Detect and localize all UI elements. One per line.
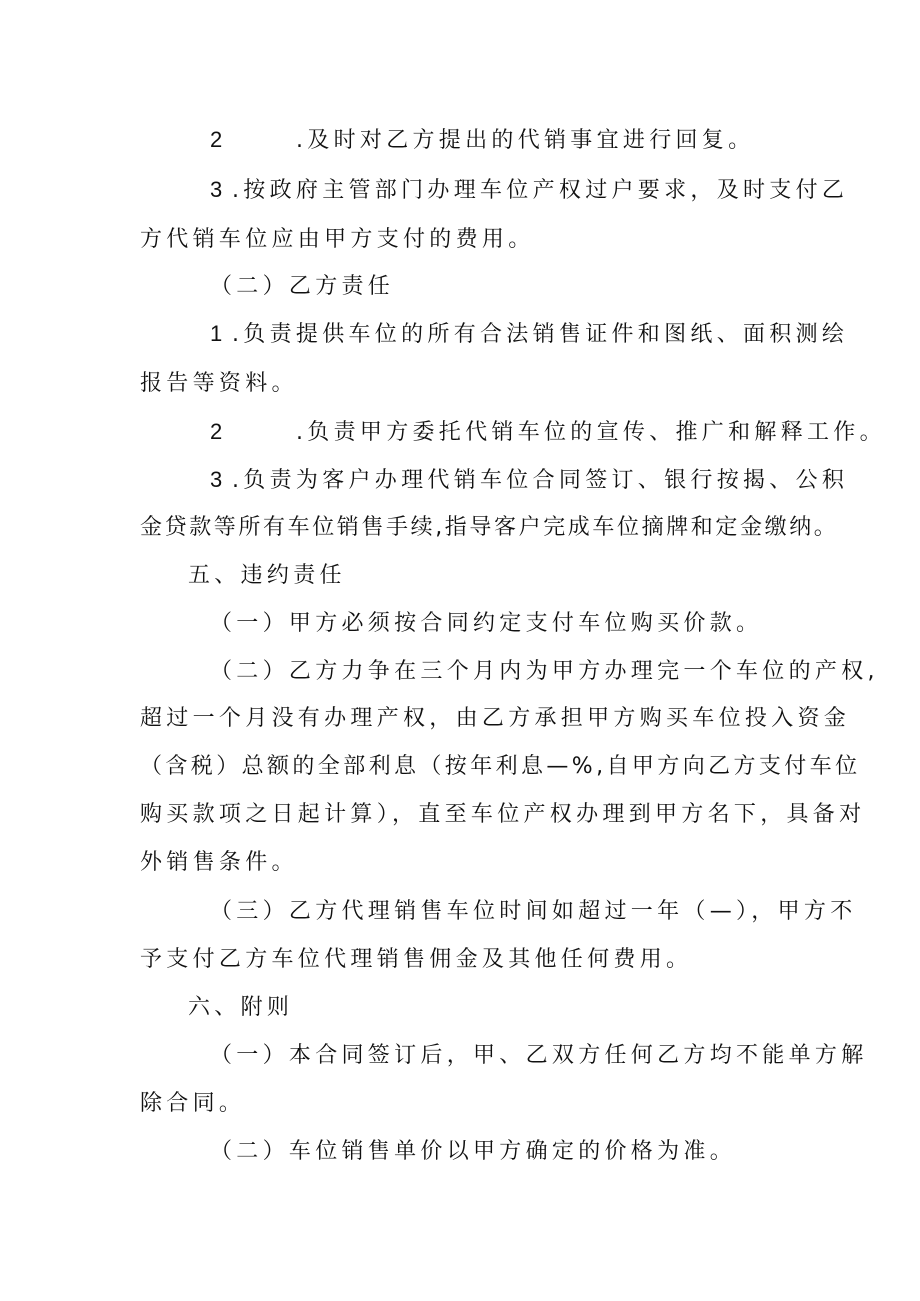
heading-text: 五、违约责任 [188, 563, 346, 588]
clause-text: （三）乙方代理销售车位时间如超过一年（—），甲方不 [210, 899, 857, 924]
clause-text: .负责为客户办理代销车位合同签订、银行按揭、公积 [232, 468, 849, 493]
clause-text: （一）甲方必须按合同约定支付车位购买价款。 [210, 611, 763, 636]
heading-text: （二）乙方责任 [210, 274, 395, 299]
clause-line [210, 466, 848, 495]
clause-line [210, 176, 848, 205]
clause-line [140, 705, 850, 733]
clause-text: .及时对乙方提出的代销事宜进行回复。 [296, 128, 755, 153]
section-heading [188, 562, 346, 590]
clause-line [210, 898, 857, 926]
clause-text: （二）车位销售单价以甲方确定的价格为准。 [210, 1139, 737, 1164]
clause-text: 购买款项之日起计算），直至车位产权办理到甲方名下，具备对 [140, 802, 866, 827]
clause-text: （含税）总额的全部利息（按年利息—%,自甲方向乙方支付车位 [140, 754, 861, 779]
clause-text: （二）乙方力争在三个月内为甲方办理完一个车位的产权, [210, 659, 879, 684]
clause-number: 3 [210, 467, 227, 492]
clause-text: 报告等资料。 [140, 371, 298, 396]
clause-number: 2 [210, 127, 227, 152]
clause-line [210, 1138, 736, 1166]
clause-line [210, 658, 879, 686]
clause-number: 3 [210, 177, 227, 202]
clause-text: 超过一个月没有办理产权，由乙方承担甲方购买车位投入资金 [140, 706, 851, 731]
clause-text: 金贷款等所有车位销售手续,指导客户完成车位摘牌和定金缴纳。 [140, 515, 839, 540]
clause-number: 2 [210, 419, 227, 444]
clause-text: （一）本合同签订后，甲、乙双方任何乙方均不能单方解 [210, 1043, 868, 1068]
clause-line [210, 126, 754, 155]
clause-number: 1 [210, 321, 227, 346]
clause-line [210, 418, 886, 447]
clause-line [140, 514, 838, 542]
clause-text: 方代销车位应由甲方支付的费用。 [140, 227, 535, 252]
clause-line [140, 370, 298, 398]
clause-line [210, 1042, 868, 1070]
clause-line [140, 801, 865, 829]
clause-line [140, 226, 535, 254]
section-heading [188, 994, 293, 1022]
clause-line [140, 946, 692, 974]
clause-text: 外销售条件。 [140, 850, 298, 875]
clause-text: 予支付乙方车位代理销售佣金及其他任何费用。 [140, 947, 693, 972]
clause-text: .按政府主管部门办理车位产权过户要求，及时支付乙 [232, 178, 849, 203]
section-heading [210, 273, 394, 301]
clause-line [210, 320, 848, 349]
clause-line [140, 753, 861, 781]
clause-line [140, 1090, 245, 1118]
clause-text: .负责提供车位的所有合法销售证件和图纸、面积测绘 [232, 322, 849, 347]
clause-text: 除合同。 [140, 1091, 246, 1116]
clause-text: .负责甲方委托代销车位的宣传、推广和解释工作。 [296, 420, 886, 445]
clause-line [140, 849, 298, 877]
clause-line [210, 610, 762, 638]
heading-text: 六、附则 [188, 995, 294, 1020]
